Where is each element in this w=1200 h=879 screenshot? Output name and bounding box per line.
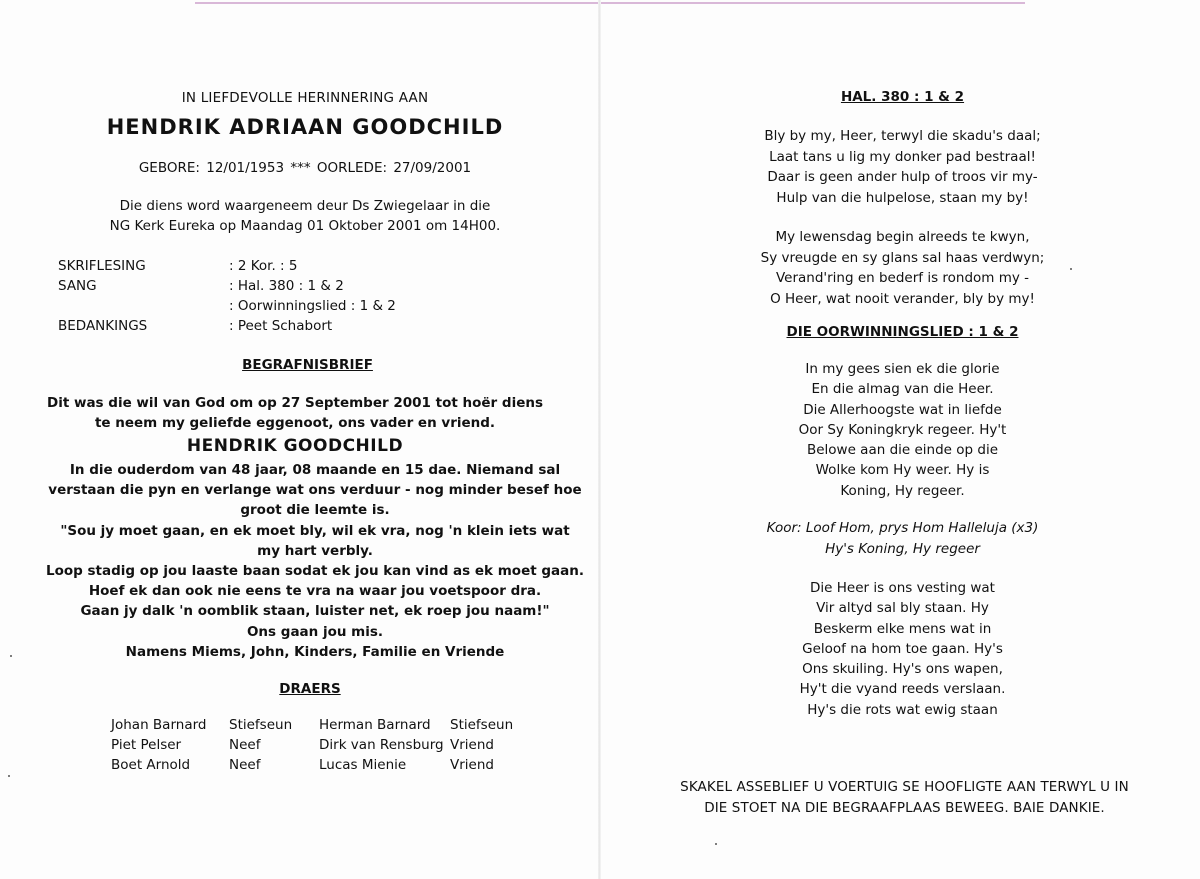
song-line: Ons skuiling. Hy's ons wapen, <box>802 661 1003 678</box>
draers-title: DRAERS <box>279 681 341 697</box>
service-info <box>0 196 610 236</box>
song-line: Vir altyd sal bly staan. Hy <box>816 600 989 617</box>
brief-intro-line: Dit was die wil van God om op 27 September 2001 tot hoër diens <box>46 395 544 411</box>
brief-line: verstaan die pyn en verlange wat ons verduur - nog minder besef hoe <box>48 482 582 499</box>
program-value: : 2 Kor. : 5 <box>229 258 298 274</box>
program-label: BEDANKINGS <box>58 318 148 334</box>
song-line: Oor Sy Koningkryk regeer. Hy't <box>798 421 1007 438</box>
hymn-line: Daar is geen ander hulp of troos vir my- <box>767 169 1038 185</box>
song-line: Hy't die vyand reeds verslaan. <box>799 681 1006 698</box>
brief-intro-line: te neem my geliefde eggenoot, ons vader en vriend. <box>94 415 496 431</box>
hymn-line: My lewensdag begin alreeds te kwyn, <box>775 229 1030 245</box>
dates-line: GEBORE: 12/01/1953 *** OORLEDE: 27/09/2001 <box>138 160 472 176</box>
hymn-line: Laat tans u lig my donker pad bestraal! <box>769 148 1036 165</box>
scan-speck <box>8 775 10 777</box>
brief-line: Hoef ek dan ook nie eens te vra na waar jou voetspoor dra. <box>88 583 542 600</box>
service-line: NG Kerk Eureka op Maandag 01 Oktober 2001 om 14H00. <box>109 218 501 234</box>
draer-name: Boet Arnold <box>111 757 191 773</box>
draer-relation: Stiefseun <box>229 717 293 733</box>
scan-speck <box>10 655 12 657</box>
brief-line: In die ouderdom van 48 jaar, 08 maande en 15 dae. Niemand sal <box>69 462 561 478</box>
draers-col-name2 <box>319 715 444 775</box>
draer-relation: Stiefseun <box>450 717 514 733</box>
brief-body <box>0 460 630 662</box>
hymn-verse-2 <box>600 227 1200 309</box>
hymn-line: Verand'ring en bederf is rondom my - <box>775 270 1030 286</box>
hymn-line: Sy vreugde en sy glans sal haas verdwyn; <box>760 249 1045 266</box>
program-value: : Peet Schabort <box>229 318 333 334</box>
song-line: Beskerm elke mens wat in <box>813 620 992 637</box>
draer-name: Dirk van Rensburg <box>319 737 444 753</box>
scan-speck <box>1070 268 1072 270</box>
brief-intro <box>0 393 590 433</box>
hymn-title: HAL. 380 : 1 & 2 <box>840 89 965 105</box>
song-verse-1 <box>600 359 1200 501</box>
hymn-verse-1 <box>600 126 1200 208</box>
song-line: Koning, Hy regeer. <box>840 482 965 499</box>
notice-line: SKAKEL ASSEBLIEF U VOERTUIG SE HOOFLIGTE AAN TERWYL U IN <box>680 779 1129 795</box>
song-verse-2 <box>600 578 1200 720</box>
song-line: Hy's die rots wat ewig staan <box>807 701 998 718</box>
program-label: SKRIFLESING <box>58 258 146 274</box>
draer-relation: Neef <box>229 737 261 753</box>
song-title: DIE OORWINNINGSLIED : 1 & 2 <box>786 324 1019 340</box>
program-label: SANG <box>58 278 97 294</box>
program-value: : Hal. 380 : 1 & 2 <box>229 278 344 294</box>
song-line: Geloof na hom toe gaan. Hy's <box>802 640 1003 657</box>
draers-col-name <box>111 715 206 775</box>
brief-line: Gaan jy dalk 'n oomblik staan, luister net, ek roep jou naam!" <box>80 603 550 620</box>
brief-title: BEGRAFNISBRIEF <box>242 357 373 373</box>
song-line: En die almag van die Heer. <box>811 381 994 398</box>
brief-line: Loop stadig op jou laaste baan sodat ek jou kan vind as ek moet gaan. <box>45 563 585 580</box>
draer-relation: Vriend <box>450 757 494 773</box>
hymn-line: Hulp van die hulpelose, staan my by! <box>776 189 1029 206</box>
scan-speck <box>715 843 717 845</box>
draer-relation: Neef <box>229 757 261 773</box>
service-line: Die diens word waargeneem deur Ds Zwiegelaar in die <box>119 198 491 214</box>
draers-col-rel <box>229 715 292 775</box>
deceased-name: HENDRIK ADRIAAN GOODCHILD <box>106 115 504 139</box>
draers-col-rel2 <box>450 715 513 775</box>
draer-name: Herman Barnard <box>319 717 431 733</box>
song-line: Die Allerhoogste wat in liefde <box>803 401 1002 418</box>
right-page <box>600 0 1200 879</box>
chorus <box>600 518 1200 559</box>
brief-line: groot die leemte is. <box>240 502 390 519</box>
draer-relation: Vriend <box>450 737 494 753</box>
song-line: In my gees sien ek die glorie <box>805 361 1000 377</box>
chorus-line: Hy's Koning, Hy regeer <box>825 540 980 557</box>
hymn-line: O Heer, wat nooit verander, bly by my! <box>770 290 1035 307</box>
draer-name: Johan Barnard <box>111 717 207 733</box>
brief-line: Ons gaan jou mis. <box>246 623 384 640</box>
brief-line: "Sou jy moet gaan, en ek moet bly, wil ek vra, nog 'n klein iets wat <box>60 522 570 539</box>
brief-name: HENDRIK GOODCHILD <box>186 436 404 456</box>
program-labels <box>58 256 147 336</box>
chorus-line: Koor: Loof Hom, prys Hom Halleluja (x3) <box>766 520 1039 536</box>
draer-name: Piet Pelser <box>111 737 182 753</box>
program-value: : Oorwinningslied : 1 & 2 <box>229 298 396 314</box>
song-line: Die Heer is ons vesting wat <box>810 580 995 596</box>
program-label <box>58 296 147 316</box>
draer-name: Lucas Mienie <box>319 757 407 773</box>
header-small: IN LIEFDEVOLLE HERINNERING AAN <box>181 90 429 106</box>
song-line: Wolke kom Hy weer. Hy is <box>815 462 990 479</box>
brief-line: my hart verbly. <box>257 542 373 559</box>
brief-line: Namens Miems, John, Kinders, Familie en Vriende <box>125 643 505 660</box>
notice-line: DIE STOET NA DIE BEGRAAFPLAAS BEWEEG. BAIE DANKIE. <box>704 800 1105 816</box>
hymn-line: Bly by my, Heer, terwyl die skadu's daal; <box>764 128 1041 144</box>
song-line: Belowe aan die einde op die <box>806 442 999 459</box>
program-values <box>229 256 396 336</box>
headlights-notice <box>642 777 1167 819</box>
